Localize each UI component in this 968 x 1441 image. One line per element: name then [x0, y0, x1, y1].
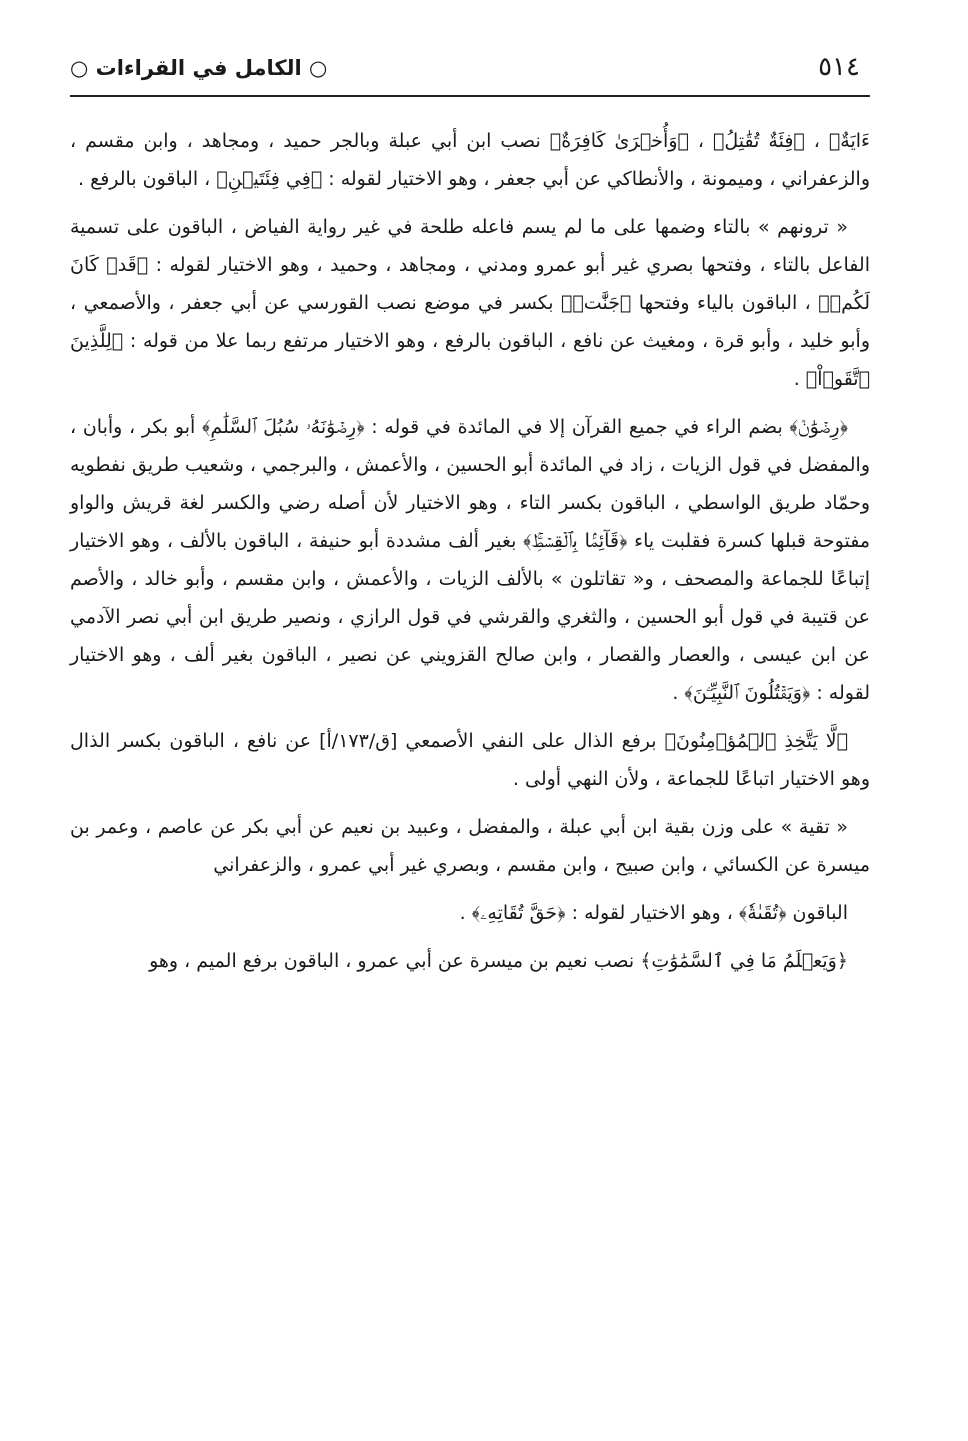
paragraph: ءَايَةٌ﴾ ، ﴿فِئَةٌ تُقَٰتِلُ﴾ ، ﴿وَأُخۡرَىٰ كَافِرَةٌ﴾ نصب ابن أبي عبلة وبالجر حميد ، ومجاهد ، وابن مقسم ، والزعفراني ، وميمونة ، والأنطاكي عن أبي جعفر ، وهو الاختيار لقوله : ﴿فِي فِئَتَيۡنِ﴾ ، الباقون بالرفع . [70, 130, 870, 190]
page-header [70, 52, 870, 96]
paragraph: ﴿وَيَعۡلَمُ مَا فِي ٱلسَّمَٰوَٰتِ﴾ نصب نعيم بن ميسرة عن أبي عمرو ، الباقون برفع الميم ، وهو [149, 950, 848, 972]
page-number: ٥١٤ [818, 52, 860, 82]
paragraph: ﴿رِضۡوَٰنٞ﴾ بضم الراء في جميع القرآن إلا في المائدة في قوله : ﴿رِضۡوَٰنَهُۥ سُبُلَ ٱلسَّلَٰمِ﴾ أبو بكر ، وأبان ، والمفضل في قول الزيات ، زاد في المائدة أبو الحسين ، والأعمش ، والبرجمي ، وشعيب طريق نفطويه وحمّاد طريق الواسطي ، الباقون بكسر التاء ، وهو الاختيار لأن أصله رضي والكسر لغة قريش والواو مفتوحة قبلها كسرة فقلبت ياء ﴿قَآئِمَۢا بِٱلۡقِسۡطِۚ﴾ بغير ألف مشددة أبو حنيفة ، الباقون بالألف ، وهو الاختيار إتباعًا للجماعة والمصحف ، و« تقاتلون » بالألف الزيات ، والأعمش ، وابن مقسم ، وأبو خالد ، والأصم عن قتيبة في قول أبو الحسين ، والثغري والقرشي في قول الرازي ، ونصير طريق ابن أبي نصر الآدمي عن ابن عيسى ، والعصار والقصار ، وابن صالح القزويني عن نصير ، الباقون بغير ألف ، وهو الاختيار لقوله : ﴿وَيَقۡتُلُونَ ٱلنَّبِيِّـۧنَ﴾ . [70, 416, 870, 704]
paragraph: « ترونهم » بالتاء وضمها على ما لم يسم فاعله طلحة في غير رواية الفياض ، الباقون على تسمية الفاعل بالتاء ، وفتحها بصري غير أبو عمرو ومدني ، ومجاهد ، وحميد ، وهو الاختيار لقوله : ﴿قَدۡ كَانَ لَكُمۡ﴾ ، الباقون بالياء وفتحها ﴿جَنَّٰتٞ﴾ بكسر في موضع نصب القورسي عن أبي جعفر ، والأصمعي ، وأبو خليد ، وأبو قرة ، ومغيث عن نافع ، الباقون بالرفع ، وهو الاختيار مرتفع ربما علا من قوله : ﴿لِلَّذِينَ ٱتَّقَوۡاْ﴾ . [70, 216, 870, 390]
body-text [70, 122, 870, 990]
paragraph: « تقية » على وزن بقية ابن أبي عبلة ، والمفضل ، وعبيد بن نعيم عن أبي بكر عن عاصم ، وعمر بن ميسرة عن الكسائي ، وابن صبيح ، وابن مقسم ، وبصري غير أبي عمرو ، والزعفراني [70, 816, 870, 876]
running-title: ○ الكامل في القراءات ○ [70, 56, 328, 80]
paragraph: الباقون ﴿تُقَىٰةٗ﴾ ، وهو الاختيار لقوله : ﴿حَقَّ تُقَاتِهِۦ﴾ . [459, 902, 848, 924]
header-divider [70, 95, 870, 97]
paragraph: ﴿لَّا يَتَّخِذِ ٱلۡمُؤۡمِنُونَ﴾ برفع الذال على النفي الأصمعي [ق/١٧٣/أ] عن نافع ، الباقون بكسر الذال وهو الاختيار اتباعًا للجماعة ، ولأن النهي أولى . [70, 730, 870, 790]
